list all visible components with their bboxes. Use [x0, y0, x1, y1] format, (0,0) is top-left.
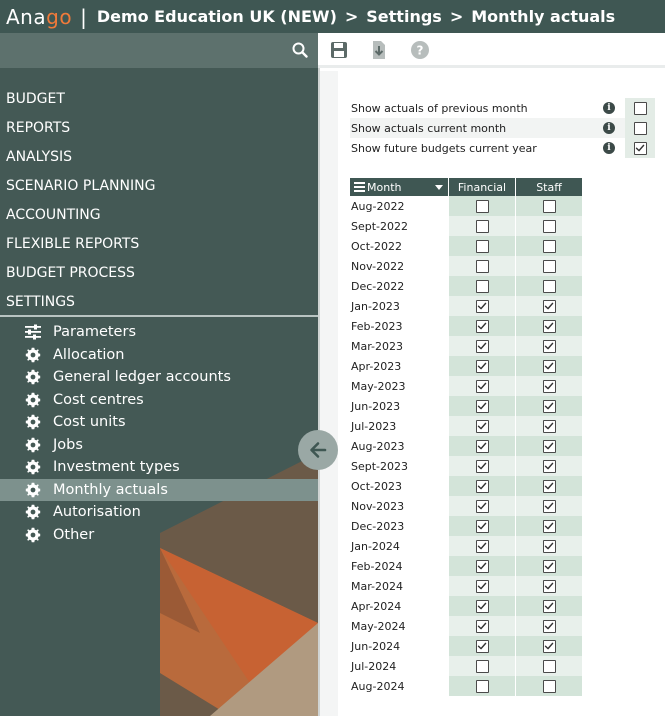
nav-flexible-reports[interactable]: FLEXIBLE REPORTS — [6, 236, 140, 252]
month-cell: Sept-2022 — [351, 219, 409, 233]
staff-cell — [516, 336, 582, 356]
option-label: Show future budgets current year — [351, 141, 537, 155]
breadcrumb-settings[interactable]: Settings — [366, 7, 442, 26]
staff-checkbox[interactable] — [543, 360, 556, 373]
month-cell: Jan-2023 — [351, 299, 400, 313]
financial-cell — [449, 376, 516, 396]
financial-cell — [449, 536, 516, 556]
staff-cell — [516, 476, 582, 496]
table-row — [350, 396, 582, 416]
financial-cell — [449, 436, 516, 456]
month-cell: Aug-2022 — [351, 199, 405, 213]
help-icon[interactable] — [410, 40, 430, 60]
financial-checkbox[interactable] — [476, 600, 489, 613]
staff-cell — [516, 376, 582, 396]
option-checkbox[interactable] — [634, 102, 647, 115]
financial-checkbox[interactable] — [476, 660, 489, 673]
staff-cell — [516, 416, 582, 436]
financial-checkbox[interactable] — [476, 280, 489, 293]
month-cell: May-2023 — [351, 379, 406, 393]
financial-cell — [449, 256, 516, 276]
settings-item-label: Investment types — [53, 459, 180, 476]
financial-checkbox[interactable] — [476, 300, 489, 313]
financial-cell — [449, 616, 516, 636]
financial-checkbox[interactable] — [476, 220, 489, 233]
month-cell: Mar-2024 — [351, 579, 404, 593]
month-cell: Oct-2022 — [351, 239, 402, 253]
staff-checkbox[interactable] — [543, 280, 556, 293]
table-row — [350, 296, 582, 316]
table-row — [350, 576, 582, 596]
table-row — [350, 496, 582, 516]
table-row — [350, 256, 582, 276]
staff-checkbox[interactable] — [543, 600, 556, 613]
month-cell: Apr-2024 — [351, 599, 402, 613]
financial-cell — [449, 236, 516, 256]
financial-checkbox[interactable] — [476, 580, 489, 593]
table-row — [350, 276, 582, 296]
financial-cell — [449, 576, 516, 596]
table-row — [350, 536, 582, 556]
month-cell: May-2024 — [351, 619, 406, 633]
breadcrumb-separator: > — [449, 7, 464, 26]
settings-item-parameters[interactable] — [0, 321, 318, 344]
settings-item-label: Parameters — [53, 324, 136, 341]
table-row — [350, 416, 582, 436]
financial-checkbox[interactable] — [476, 200, 489, 213]
financial-checkbox[interactable] — [476, 620, 489, 633]
logo-separator: | — [80, 4, 87, 29]
option-row — [350, 138, 655, 158]
table-row — [350, 356, 582, 376]
settings-item-autorisation[interactable] — [0, 501, 318, 524]
staff-checkbox[interactable] — [543, 680, 556, 693]
staff-checkbox[interactable] — [543, 300, 556, 313]
settings-subnav — [0, 321, 318, 546]
staff-cell — [516, 256, 582, 276]
month-cell: Jun-2023 — [351, 399, 401, 413]
staff-checkbox[interactable] — [543, 480, 556, 493]
financial-checkbox[interactable] — [476, 640, 489, 653]
staff-checkbox[interactable] — [543, 260, 556, 273]
table-row — [350, 376, 582, 396]
gear-icon — [25, 459, 41, 475]
financial-cell — [449, 636, 516, 656]
financial-checkbox[interactable] — [476, 400, 489, 413]
financial-cell — [449, 396, 516, 416]
nav-budget-process[interactable]: BUDGET PROCESS — [6, 265, 135, 281]
table-row — [350, 196, 582, 216]
settings-item-investment-types[interactable] — [0, 456, 318, 479]
month-cell: Apr-2023 — [351, 359, 402, 373]
month-cell: Sept-2023 — [351, 459, 409, 473]
financial-checkbox[interactable] — [476, 500, 489, 513]
staff-cell — [516, 236, 582, 256]
financial-cell — [449, 416, 516, 436]
gear-icon — [25, 482, 41, 498]
month-cell: Mar-2023 — [351, 339, 404, 353]
staff-checkbox[interactable] — [543, 540, 556, 553]
staff-cell — [516, 296, 582, 316]
staff-cell — [516, 276, 582, 296]
financial-checkbox[interactable] — [476, 480, 489, 493]
option-row — [350, 98, 655, 118]
staff-checkbox[interactable] — [543, 500, 556, 513]
table-row — [350, 336, 582, 356]
option-row — [350, 118, 655, 138]
financial-cell — [449, 556, 516, 576]
month-cell: Dec-2022 — [351, 279, 405, 293]
staff-checkbox[interactable] — [543, 660, 556, 673]
table-row — [350, 436, 582, 456]
staff-cell — [516, 676, 582, 696]
staff-checkbox[interactable] — [543, 340, 556, 353]
staff-cell — [516, 656, 582, 676]
staff-cell — [516, 496, 582, 516]
info-icon[interactable]: i — [603, 122, 615, 134]
app-header — [0, 0, 665, 33]
staff-cell — [516, 636, 582, 656]
month-cell: Jan-2024 — [351, 539, 400, 553]
staff-cell — [516, 596, 582, 616]
financial-checkbox[interactable] — [476, 680, 489, 693]
table-row — [350, 636, 582, 656]
option-checkbox-cell — [625, 138, 655, 158]
settings-item-other[interactable] — [0, 524, 318, 547]
table-row — [350, 656, 582, 676]
table-row — [350, 676, 582, 696]
month-cell: Jul-2023 — [351, 419, 397, 433]
financial-checkbox[interactable] — [476, 240, 489, 253]
download-icon[interactable] — [369, 40, 389, 60]
financial-cell — [449, 656, 516, 676]
sort-dropdown-icon[interactable] — [435, 185, 443, 190]
gear-icon — [25, 347, 41, 363]
month-cell: Jun-2024 — [351, 639, 401, 653]
staff-cell — [516, 576, 582, 596]
financial-checkbox[interactable] — [476, 260, 489, 273]
staff-cell — [516, 216, 582, 236]
financial-checkbox[interactable] — [476, 460, 489, 473]
settings-item-jobs[interactable] — [0, 434, 318, 457]
financial-checkbox[interactable] — [476, 320, 489, 333]
breadcrumb-separator: > — [344, 7, 359, 26]
sidebar — [0, 33, 318, 716]
financial-cell — [449, 296, 516, 316]
staff-cell — [516, 616, 582, 636]
info-icon[interactable]: i — [603, 102, 615, 114]
toolbar — [318, 33, 665, 68]
gear-icon — [25, 369, 41, 385]
financial-cell — [449, 676, 516, 696]
financial-cell — [449, 276, 516, 296]
staff-checkbox[interactable] — [543, 380, 556, 393]
financial-cell — [449, 356, 516, 376]
settings-item-general-ledger-accounts[interactable] — [0, 366, 318, 389]
nav-budget[interactable]: BUDGET — [6, 91, 65, 107]
option-label: Show actuals of previous month — [351, 101, 528, 115]
main-nav — [0, 85, 318, 317]
option-checkbox-cell — [625, 118, 655, 138]
staff-checkbox[interactable] — [543, 320, 556, 333]
save-icon[interactable] — [329, 40, 349, 60]
grid-body — [350, 196, 582, 696]
staff-cell — [516, 396, 582, 416]
month-cell: Dec-2023 — [351, 519, 405, 533]
financial-cell — [449, 316, 516, 336]
staff-checkbox[interactable] — [543, 420, 556, 433]
staff-checkbox[interactable] — [543, 200, 556, 213]
menu-icon[interactable] — [354, 182, 365, 192]
sliders-icon — [25, 324, 41, 340]
staff-checkbox[interactable] — [543, 440, 556, 453]
financial-cell — [449, 196, 516, 216]
staff-checkbox[interactable] — [543, 620, 556, 633]
financial-checkbox[interactable] — [476, 520, 489, 533]
settings-item-label: Jobs — [53, 436, 83, 453]
financial-cell — [449, 596, 516, 616]
gear-icon — [25, 392, 41, 408]
financial-checkbox[interactable] — [476, 560, 489, 573]
breadcrumb — [97, 7, 615, 26]
financial-cell — [449, 516, 516, 536]
month-cell: Jul-2024 — [351, 659, 397, 673]
options-panel — [350, 98, 655, 158]
table-row — [350, 596, 582, 616]
nav-analysis[interactable]: ANALYSIS — [6, 149, 73, 165]
gear-icon — [25, 414, 41, 430]
staff-checkbox[interactable] — [543, 520, 556, 533]
staff-cell — [516, 456, 582, 476]
breadcrumb-company[interactable]: Demo Education UK (NEW) — [96, 7, 337, 26]
staff-cell — [516, 536, 582, 556]
settings-item-label: Cost centres — [53, 391, 144, 408]
table-row — [350, 456, 582, 476]
option-checkbox-cell — [625, 98, 655, 118]
month-cell: Feb-2024 — [351, 559, 403, 573]
staff-checkbox[interactable] — [543, 240, 556, 253]
breadcrumb-current-page: Monthly actuals — [471, 7, 616, 26]
nav-settings[interactable]: SETTINGS — [0, 288, 318, 317]
financial-cell — [449, 336, 516, 356]
search-icon[interactable] — [292, 42, 308, 58]
table-row — [350, 476, 582, 496]
financial-cell — [449, 496, 516, 516]
table-row — [350, 616, 582, 636]
nav-scenario-planning[interactable]: SCENARIO PLANNING — [6, 178, 156, 194]
financial-checkbox[interactable] — [476, 340, 489, 353]
nav-reports[interactable]: REPORTS — [6, 120, 71, 136]
gear-icon — [25, 504, 41, 520]
table-row — [350, 516, 582, 536]
svg-text:?: ? — [416, 43, 424, 58]
financial-checkbox[interactable] — [476, 420, 489, 433]
month-cell: Aug-2023 — [351, 439, 405, 453]
month-cell: Nov-2022 — [351, 259, 405, 273]
month-cell: Aug-2024 — [351, 679, 405, 693]
content-gutter — [320, 71, 338, 716]
table-row — [350, 236, 582, 256]
table-row — [350, 316, 582, 336]
staff-cell — [516, 196, 582, 216]
staff-checkbox[interactable] — [543, 400, 556, 413]
option-checkbox[interactable] — [634, 142, 647, 155]
staff-cell — [516, 356, 582, 376]
financial-cell — [449, 456, 516, 476]
staff-checkbox[interactable] — [543, 560, 556, 573]
month-cell: Nov-2023 — [351, 499, 405, 513]
info-icon[interactable]: i — [603, 142, 615, 154]
staff-cell — [516, 516, 582, 536]
collapse-sidebar-button[interactable] — [298, 430, 338, 470]
staff-checkbox[interactable] — [543, 640, 556, 653]
anago-logo[interactable]: Anago — [6, 4, 73, 29]
financial-cell — [449, 476, 516, 496]
settings-item-label: Allocation — [53, 346, 125, 363]
financial-checkbox[interactable] — [476, 440, 489, 453]
settings-item-allocation[interactable] — [0, 344, 318, 367]
staff-checkbox[interactable] — [543, 220, 556, 233]
settings-item-label: Other — [53, 526, 95, 543]
column-header-month-label: Month — [367, 180, 402, 194]
financial-checkbox[interactable] — [476, 540, 489, 553]
month-cell: Feb-2023 — [351, 319, 403, 333]
nav-accounting[interactable]: ACCOUNTING — [6, 207, 101, 223]
option-label: Show actuals current month — [351, 121, 507, 135]
staff-cell — [516, 316, 582, 336]
grid-header — [350, 178, 582, 196]
monthly-actuals-grid — [350, 178, 582, 696]
settings-item-label: Autorisation — [53, 504, 141, 521]
staff-checkbox[interactable] — [543, 580, 556, 593]
sidebar-search-bar[interactable] — [0, 33, 318, 68]
staff-checkbox[interactable] — [543, 460, 556, 473]
table-row — [350, 556, 582, 576]
financial-checkbox[interactable] — [476, 360, 489, 373]
settings-item-cost-units[interactable] — [0, 411, 318, 434]
settings-item-label: General ledger accounts — [53, 369, 231, 386]
column-header-staff[interactable]: Staff — [516, 178, 582, 196]
settings-item-monthly-actuals[interactable] — [0, 479, 318, 502]
settings-item-cost-centres[interactable] — [0, 389, 318, 412]
gear-icon — [25, 527, 41, 543]
settings-item-label: Cost units — [53, 414, 126, 431]
table-row — [350, 216, 582, 236]
month-cell: Oct-2023 — [351, 479, 402, 493]
settings-item-label: Monthly actuals — [53, 481, 168, 498]
staff-cell — [516, 436, 582, 456]
staff-cell — [516, 556, 582, 576]
financial-checkbox[interactable] — [476, 380, 489, 393]
column-header-month[interactable] — [350, 178, 449, 196]
column-header-financial[interactable]: Financial — [449, 178, 516, 196]
gear-icon — [25, 437, 41, 453]
option-checkbox[interactable] — [634, 122, 647, 135]
financial-cell — [449, 216, 516, 236]
arrow-left-icon — [308, 440, 328, 460]
